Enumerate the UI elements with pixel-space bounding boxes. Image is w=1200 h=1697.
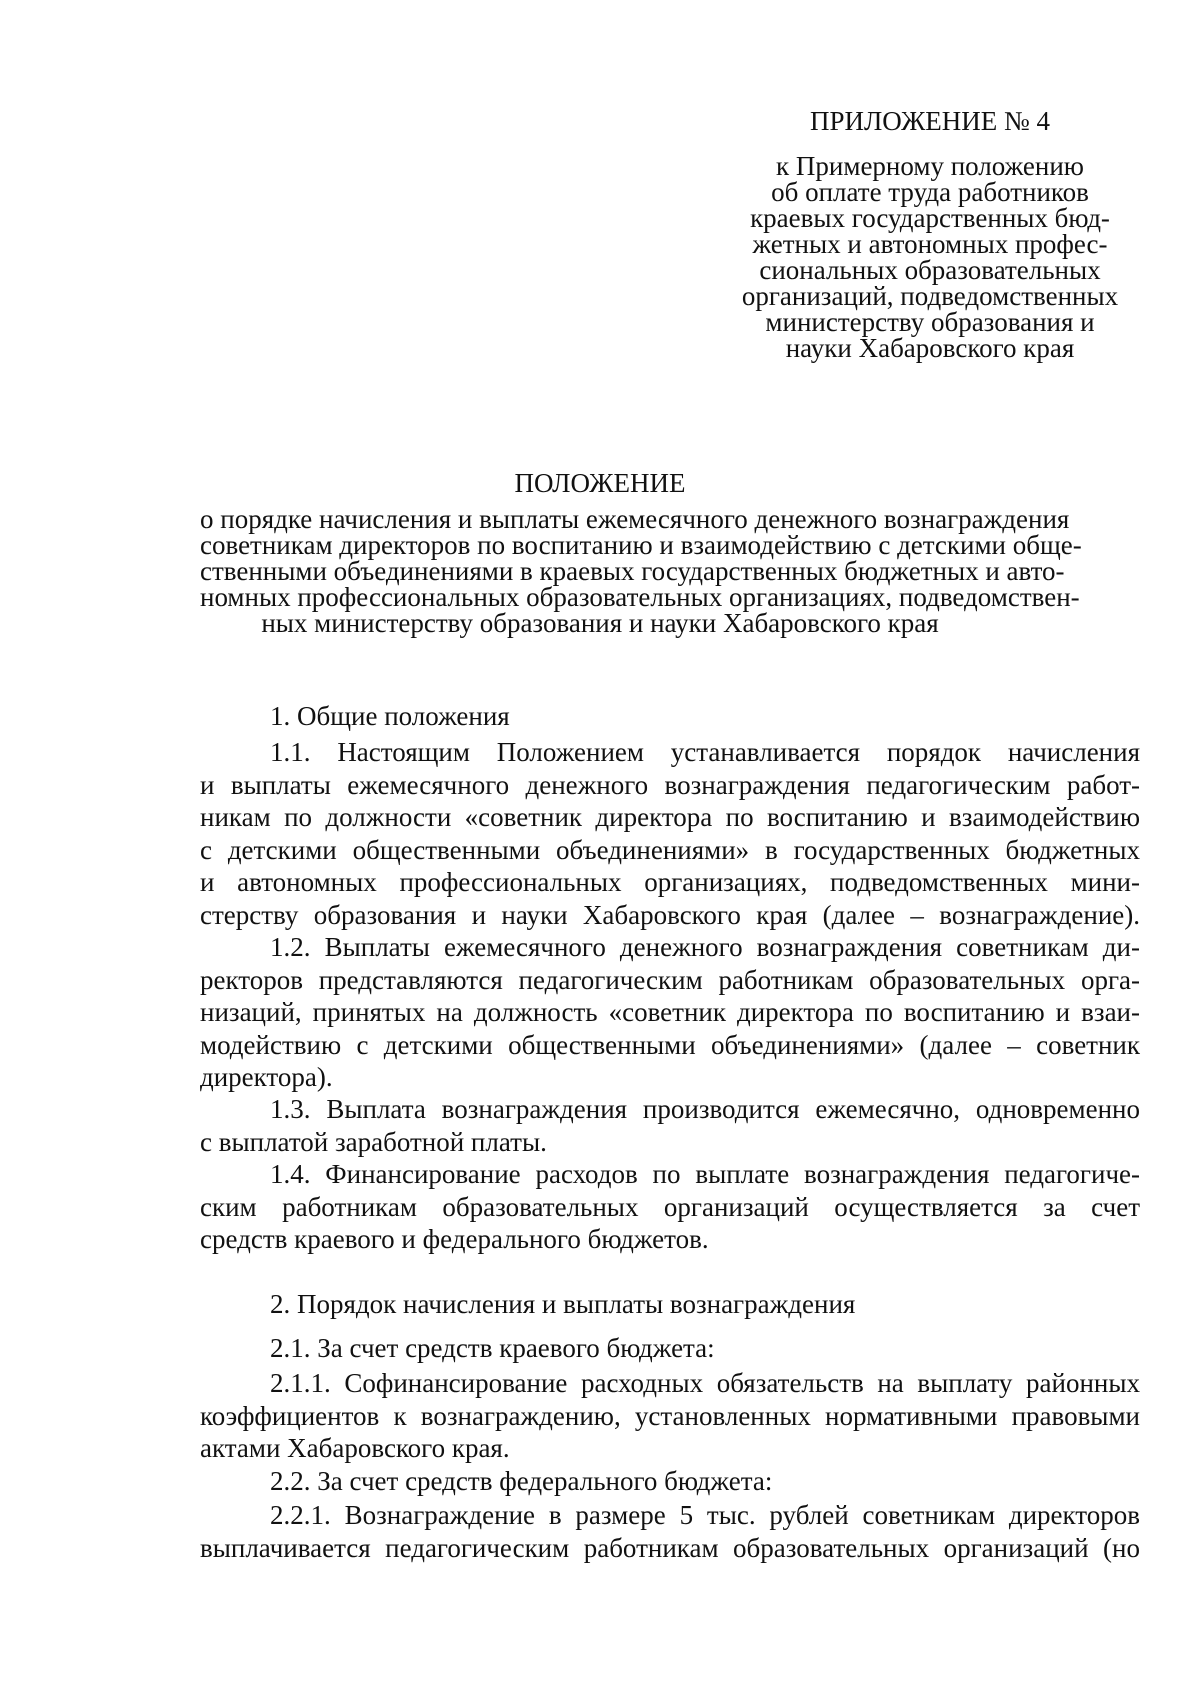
section-2 [200, 1288, 1140, 1321]
appendix-line: министерству образования и [765, 307, 1095, 337]
paragraph-1-3 [200, 1093, 1140, 1158]
paragraph-line: 1.4. Финансирование расходов по выплате вознаграждения педагогиче- [270, 1159, 1140, 1189]
paragraph-line: 2.1.1. Софинансирование расходных обязательств на выплату районных [270, 1368, 1140, 1398]
document-subtitle-line: ных министерству образования и науки Хабаровского края [261, 608, 939, 638]
paragraph-line: никам по должности «советник директора по воспитанию и взаимодействию [200, 802, 1140, 832]
paragraph-1-1 [200, 736, 1140, 931]
paragraph-line: низаций, принятых на должность «советник директора по воспитанию и взаи- [200, 997, 1140, 1027]
appendix-line: науки Хабаровского края [785, 333, 1075, 363]
paragraph-line: коэффициентов к вознаграждению, установленных нормативными правовыми [200, 1400, 1140, 1431]
paragraph-line: директора). [200, 1062, 333, 1092]
paragraph-line: 2.1. За счет средств краевого бюджета: [270, 1333, 715, 1363]
paragraph-1-4 [200, 1158, 1140, 1256]
paragraph-2-1-1 [200, 1367, 1140, 1465]
document-subtitle-line: советникам директоров по воспитанию и взаимодействию с детскими обще- [200, 530, 1082, 560]
document-title: ПОЛОЖЕНИЕ [514, 468, 686, 498]
paragraph-line: 2.2. За счет средств федерального бюджета: [270, 1466, 773, 1496]
appendix-line: об оплате труда работников [771, 177, 1089, 207]
paragraph-line: с выплатой заработной платы. [200, 1126, 547, 1157]
appendix-line: краевых государственных бюд- [750, 203, 1110, 233]
section-1 [200, 700, 1140, 733]
paragraph-line: средств краевого и федерального бюджетов. [200, 1224, 709, 1254]
paragraph-line: и автономных профессиональных организациях, подведомственных мини- [200, 867, 1140, 897]
section-heading: 2. Порядок начисления и выплаты вознаграждения [270, 1289, 856, 1319]
document-subtitle-line: о порядке начисления и выплаты ежемесячного денежного вознаграждения [200, 504, 1070, 534]
paragraph-1-2 [200, 931, 1140, 1094]
paragraph-line: 1.3. Выплата вознаграждения производится ежемесячно, одновременно [270, 1094, 1140, 1124]
paragraph-line: стерству образования и науки Хабаровского края (далее – вознаграждение). [200, 899, 1140, 930]
section-heading: 1. Общие положения [270, 701, 510, 731]
paragraph-line: 1.2. Выплаты ежемесячного денежного вознаграждения советникам ди- [270, 932, 1140, 962]
document-subtitle-line: номных профессиональных образовательных организациях, подведомствен- [200, 582, 1080, 612]
appendix-line: к Примерному положению [776, 151, 1084, 181]
paragraph-line: 2.2.1. Вознаграждение в размере 5 тыс. рублей советникам директоров [270, 1500, 1140, 1530]
document-title-block [200, 468, 1082, 638]
paragraph-line: актами Хабаровского края. [200, 1433, 510, 1463]
paragraph-2-1 [200, 1332, 1140, 1365]
appendix-line: сиональных образовательных [759, 255, 1101, 285]
paragraph-line: 1.1. Настоящим Положением устанавливается порядок начисления [270, 737, 1140, 767]
paragraph-2-2 [200, 1465, 1140, 1498]
document-subtitle-line: ственными объединениями в краевых государственных бюджетных и авто- [200, 556, 1065, 586]
appendix-line: жетных и автономных профес- [752, 229, 1108, 259]
paragraph-line: модействию с детскими общественными объединениями» (далее – советник [200, 1029, 1140, 1060]
paragraph-2-2-1 [200, 1499, 1140, 1564]
appendix-title: ПРИЛОЖЕНИЕ № 4 [809, 106, 1051, 136]
paragraph-line: и выплаты ежемесячного денежного вознаграждения педагогическим работ- [200, 769, 1140, 800]
appendix-block [730, 106, 1130, 361]
paragraph-line: ректоров представляются педагогическим работникам образовательных орга- [200, 964, 1140, 995]
paragraph-line: ским работникам образовательных организаций осуществляется за счет [200, 1191, 1140, 1222]
paragraph-line: с детскими общественными объединениями» в государственных бюджетных [200, 834, 1140, 865]
appendix-line: организаций, подведомственных [741, 281, 1119, 311]
paragraph-line: выплачивается педагогическим работникам образовательных организаций (но [200, 1532, 1140, 1563]
